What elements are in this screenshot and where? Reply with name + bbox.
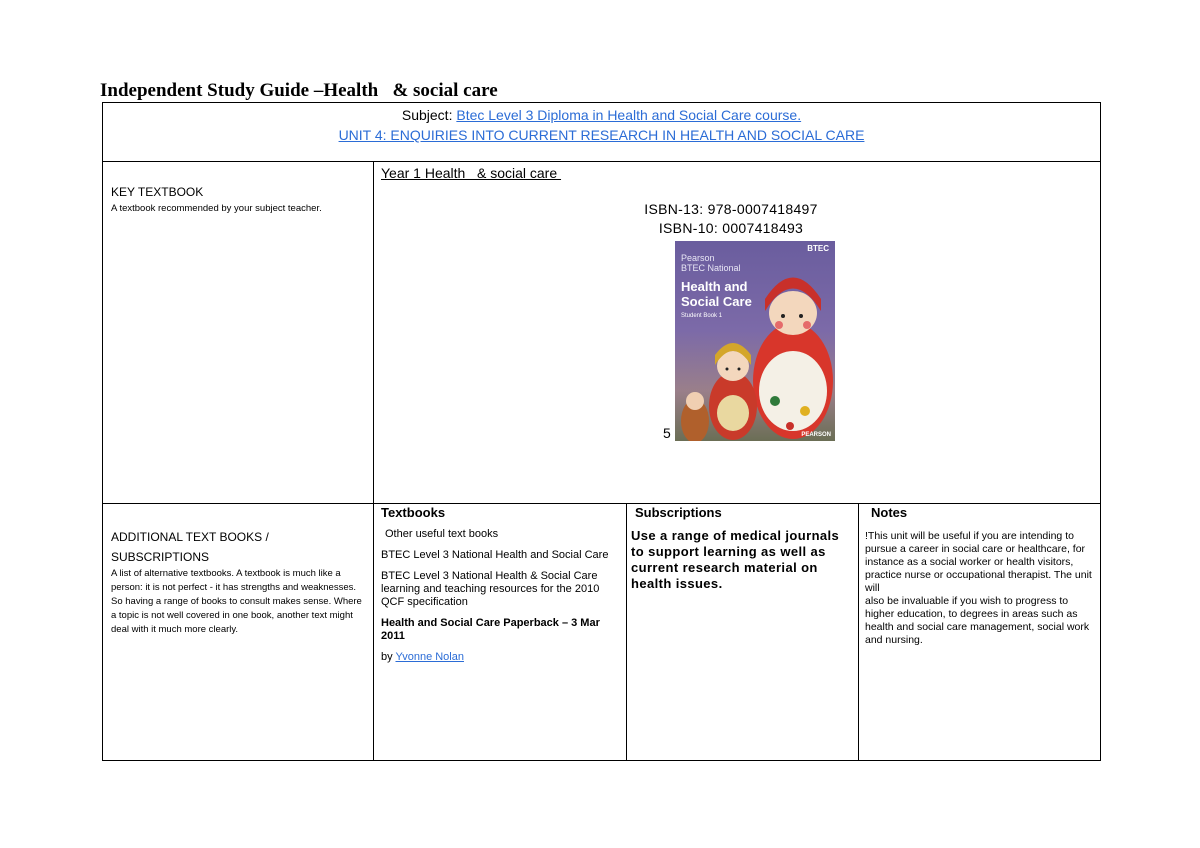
subscriptions-body: Use a range of medical journals to support learning as well as current research material on health issues. [631, 528, 840, 591]
notes-cell [865, 505, 1097, 647]
year-heading: Year 1 Health & social care [381, 165, 562, 181]
additional-heading-line1: ADDITIONAL TEXT BOOKS / [111, 530, 269, 544]
unit-link[interactable]: UNIT 4: ENQUIRIES INTO CURRENT RESEARCH IN HEALTH AND SOCIAL CARE [338, 127, 865, 143]
cover-title: Health and Social Care [681, 279, 752, 309]
notes-body-part1: !This unit will be useful if you are intending to pursue a career in social care or healthcare, for instance as a social worker or health visitors, practice nurse or occupational therapist. The unit will [865, 530, 1092, 594]
course-link[interactable]: Btec Level 3 Diploma in Health and Social Care course. [456, 107, 802, 123]
column-divider [373, 161, 374, 761]
notes-body-part2: also be invaluable if you wish to progress to higher education, to degrees in areas such as health and social care management, social work and nursing. [865, 595, 1090, 646]
by-label: by [381, 651, 396, 663]
cover-publisher: PEARSON [801, 432, 831, 438]
study-guide-table [102, 102, 1101, 761]
subject-line [103, 107, 1100, 123]
textbooks-intro: Other useful text books [385, 528, 499, 540]
textbooks-heading: Textbooks [381, 505, 446, 520]
subscriptions-heading: Subscriptions [635, 505, 722, 520]
unit-title [103, 127, 1100, 143]
row-divider [103, 161, 1100, 162]
btec-badge: BTEC [807, 244, 829, 253]
additional-textbooks-cell [111, 527, 363, 637]
notes-heading: Notes [871, 505, 908, 520]
key-textbook-heading: KEY TEXTBOOK [111, 185, 204, 199]
subject-label: Subject: [401, 107, 457, 123]
isbn-13: ISBN-13: 978-0007418497 [644, 201, 818, 217]
subscriptions-cell [627, 505, 853, 592]
cover-line2: BTEC National [681, 263, 741, 273]
textbook-item-3: Health and Social Care Paperback – 3 Mar 2011 [381, 617, 600, 642]
additional-description: A list of alternative textbooks. A textbook is much like a person: it is not perfect - it has strengths and weaknesses. So having a range of books to consult makes sense. Where a topic is not well covered in one book, another text might deal with it much more clearly. [111, 568, 362, 635]
year-textbook-cell [381, 165, 1096, 495]
textbooks-cell [381, 505, 621, 664]
key-textbook-description: A textbook recommended by your subject teacher. [111, 203, 322, 214]
additional-heading-line2: SUBSCRIPTIONS [111, 550, 210, 564]
column-divider [858, 503, 859, 761]
document-title: Independent Study Guide –Health & social care [100, 80, 498, 101]
key-textbook-cell [111, 185, 366, 216]
cover-line1: Pearson [681, 253, 715, 263]
author-link[interactable]: Yvonne Nolan [395, 651, 464, 663]
isbn-10: ISBN-10: 0007418493 [658, 220, 804, 236]
textbook-cover-image [675, 241, 835, 441]
matryoshka-dolls-illustration [675, 241, 835, 441]
page-mark: 5 [663, 425, 671, 441]
cover-student-book: Student Book 1 [681, 313, 723, 319]
textbook-item-1: BTEC Level 3 National Health and Social Care [381, 549, 609, 561]
textbook-author-line [381, 651, 621, 664]
textbook-item-2: BTEC Level 3 National Health & Social Care learning and teaching resources for the 2010 QCF specification [381, 570, 600, 608]
row-divider [103, 503, 1100, 504]
